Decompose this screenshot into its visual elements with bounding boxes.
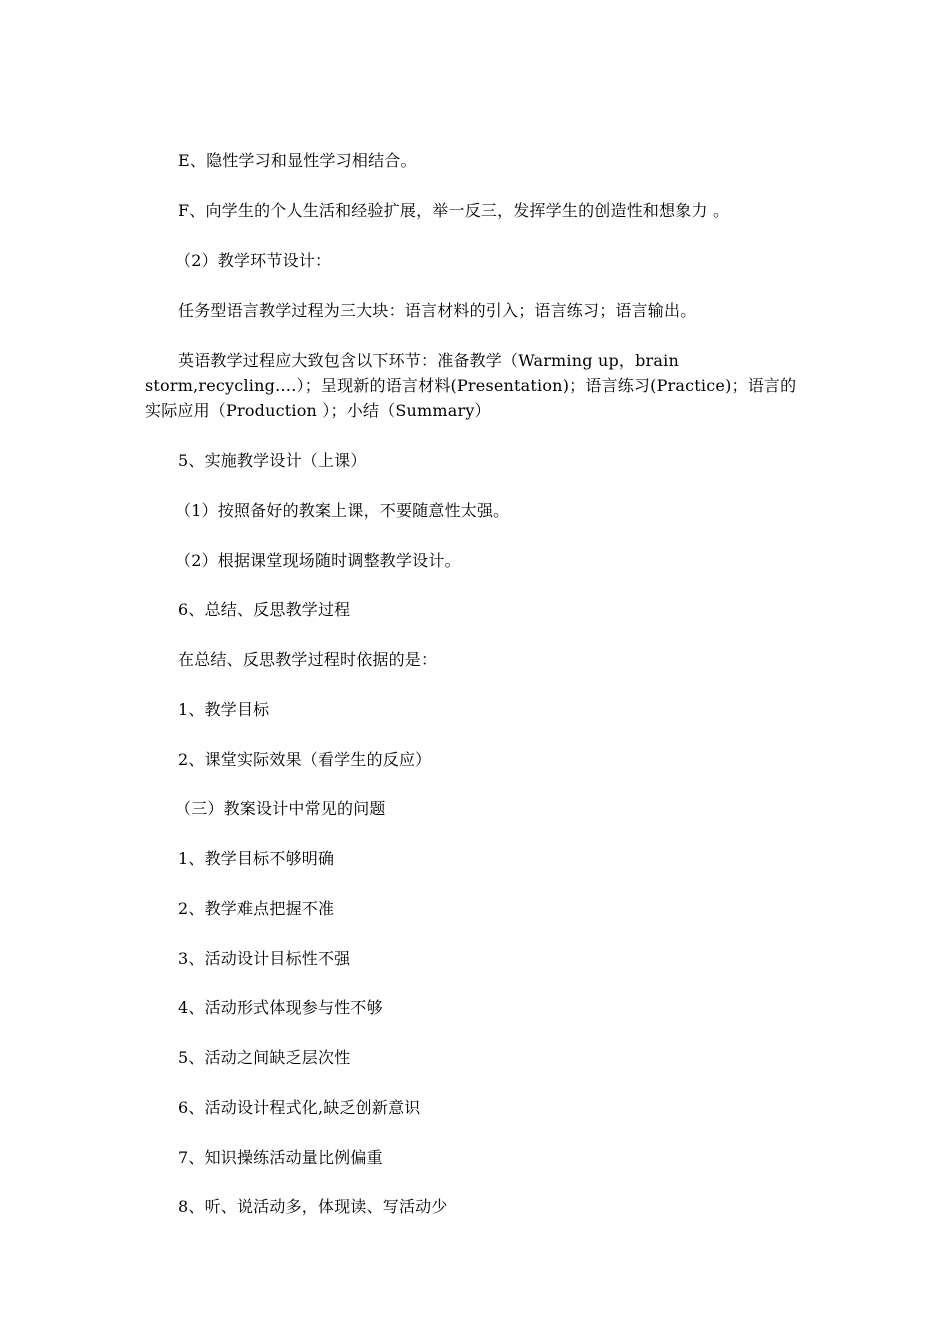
list-item: 6、活动设计程式化,缺乏创新意识 [178, 1098, 421, 1117]
paragraph-line-3: 实际应用（Production ）；小结（Summary） [145, 401, 491, 420]
paragraph-line-2: storm,recycling….）；呈现新的语言材料(Presentation)；语言练习(Practice)；语言的 [145, 376, 797, 395]
paragraph-line-1: 英语教学过程应大致包含以下环节：准备教学（Warming up，brain [178, 351, 679, 370]
text-line-f: F、向学生的个人生活和经验扩展，举一反三，发挥学生的创造性和想象力 。 [178, 201, 730, 220]
list-item: （1）按照备好的教案上课，不要随意性太强。 [175, 501, 510, 520]
list-item: （2）根据课堂现场随时调整教学设计。 [175, 551, 461, 570]
list-item: 2、课堂实际效果（看学生的反应） [178, 750, 432, 769]
list-item: 5、活动之间缺乏层次性 [178, 1048, 351, 1067]
text-line-task-based: 任务型语言教学过程为三大块：语言材料的引入；语言练习；语言输出。 [178, 301, 697, 320]
text-line-e: E、隐性学习和显性学习相结合。 [178, 151, 417, 170]
section-heading-reflect: 6、总结、反思教学过程 [178, 600, 351, 619]
paragraph-teaching-process [145, 348, 825, 423]
list-item: 1、教学目标 [178, 700, 270, 719]
text-line-basis: 在总结、反思教学过程时依据的是： [178, 650, 438, 669]
list-item: 8、听、说活动多，体现读、写活动少 [178, 1197, 448, 1216]
section-heading-problems: （三）教案设计中常见的问题 [175, 799, 386, 818]
list-item: 7、知识操练活动量比例偏重 [178, 1148, 383, 1167]
list-item: 2、教学难点把握不准 [178, 899, 335, 918]
list-item: 4、活动形式体现参与性不够 [178, 998, 383, 1017]
list-item: 1、教学目标不够明确 [178, 849, 335, 868]
section-heading-implement: 5、实施教学设计（上课） [178, 451, 367, 470]
section-heading-teaching-steps: （2）教学环节设计： [175, 251, 332, 270]
list-item: 3、活动设计目标性不强 [178, 949, 351, 968]
